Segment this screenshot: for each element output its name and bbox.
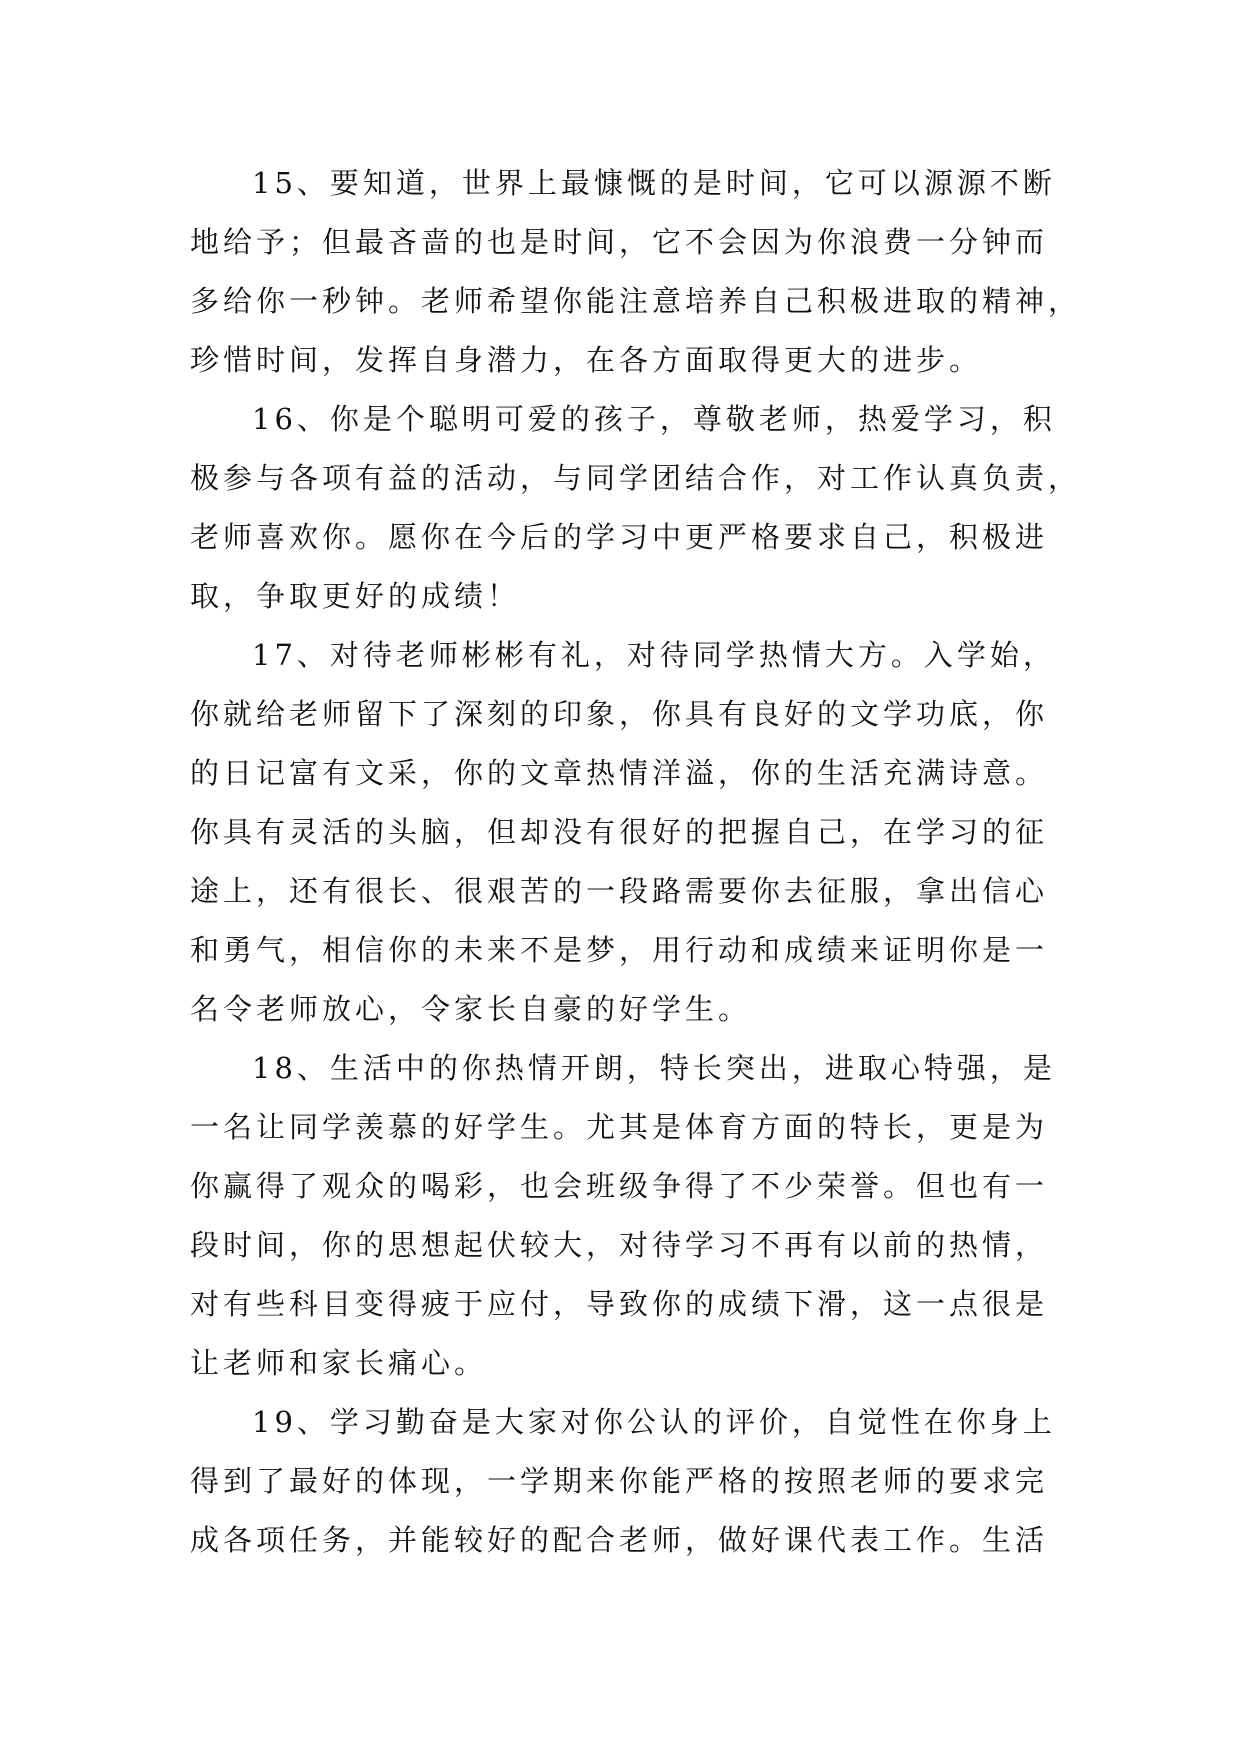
paragraph-17-line-2: 你就给老师留下了深刻的印象，你具有良好的文学功底，你 — [190, 697, 1049, 731]
paragraph-17-line-4: 你具有灵活的头脑，但却没有很好的把握自己，在学习的征 — [190, 815, 1049, 849]
paragraph-17-line-6: 和勇气，相信你的未来不是梦，用行动和成绩来证明你是一 — [190, 933, 1049, 967]
paragraph-17-line-1: 17、对待老师彬彬有礼，对待同学热情大方。入学始， — [252, 638, 1056, 672]
paragraph-16-line-2: 极参与各项有益的活动，与同学团结合作，对工作认真负责， — [190, 461, 1082, 495]
paragraph-17-line-5: 途上，还有很长、很艰苦的一段路需要你去征服，拿出信心 — [190, 874, 1049, 908]
paragraph-19-line-1: 19、学习勤奋是大家对你公认的评价，自觉性在你身上 — [252, 1405, 1056, 1439]
paragraph-15-line-3: 多给你一秒钟。老师希望你能注意培养自己积极进取的精神， — [190, 284, 1082, 318]
paragraph-18-line-5: 对有些科目变得疲于应付，导致你的成绩下滑，这一点很是 — [190, 1287, 1049, 1321]
paragraph-18-line-4: 段时间，你的思想起伏较大，对待学习不再有以前的热情， — [190, 1228, 1049, 1262]
paragraph-16-line-4: 取，争取更好的成绩！ — [190, 579, 521, 613]
paragraph-15-line-2: 地给予；但最吝啬的也是时间，它不会因为你浪费一分钟而 — [190, 225, 1049, 259]
paragraph-19-line-2: 得到了最好的体现，一学期来你能严格的按照老师的要求完 — [190, 1464, 1049, 1498]
paragraph-15-line-1: 15、要知道，世界上最慷慨的是时间，它可以源源不断 — [252, 166, 1056, 200]
paragraph-18-line-2: 一名让同学羡慕的好学生。尤其是体育方面的特长，更是为 — [190, 1110, 1049, 1144]
paragraph-16-line-3: 老师喜欢你。愿你在今后的学习中更严格要求自己，积极进 — [190, 520, 1049, 554]
paragraph-15-line-4: 珍惜时间，发挥自身潜力，在各方面取得更大的进步。 — [190, 343, 983, 377]
paragraph-19-line-3: 成各项任务，并能较好的配合老师，做好课代表工作。生活 — [190, 1523, 1049, 1557]
paragraph-16-line-1: 16、你是个聪明可爱的孩子，尊敬老师，热爱学习，积 — [252, 402, 1056, 436]
paragraph-18-line-3: 你赢得了观众的喝彩，也会班级争得了不少荣誉。但也有一 — [190, 1169, 1049, 1203]
paragraph-17-line-7: 名令老师放心，令家长自豪的好学生。 — [190, 992, 752, 1026]
paragraph-18-line-1: 18、生活中的你热情开朗，特长突出，进取心特强，是 — [252, 1051, 1056, 1085]
paragraph-17-line-3: 的日记富有文采，你的文章热情洋溢，你的生活充满诗意。 — [190, 756, 1049, 790]
paragraph-18-line-6: 让老师和家长痛心。 — [190, 1346, 488, 1380]
